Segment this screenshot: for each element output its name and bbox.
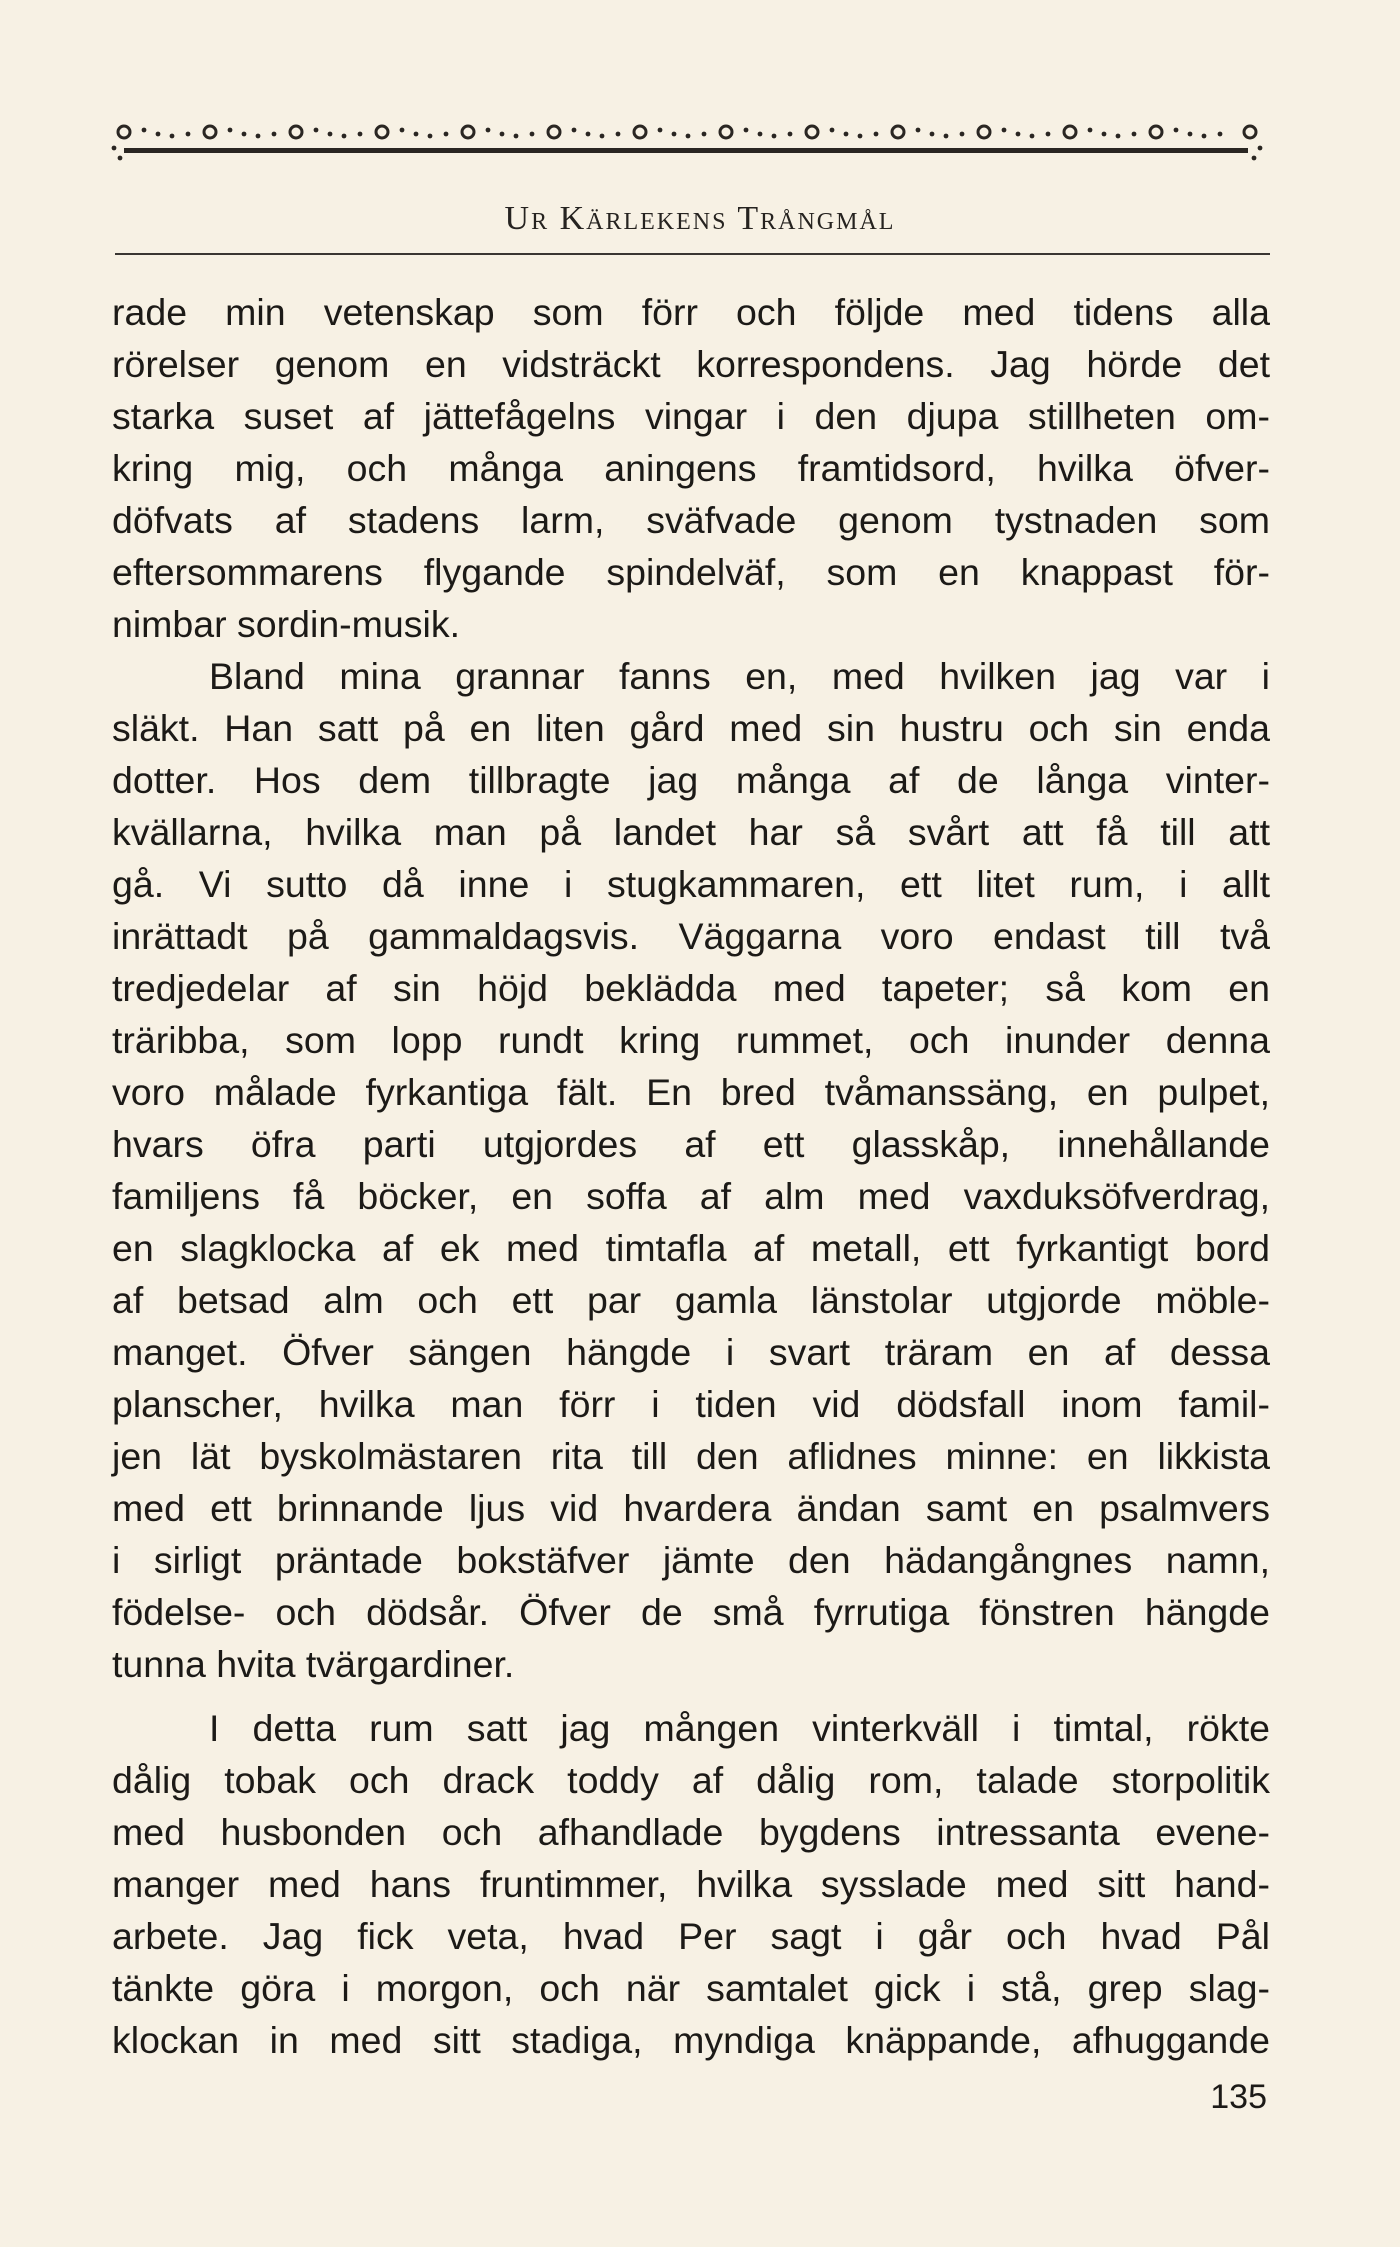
text-line: födelse- och dödsår. Öfver de små fyrrutiga fönstren hängde [112,1591,1270,1633]
text-line: gå. Vi sutto då inne i stugkammaren, ett litet rum, i allt [112,863,1270,905]
header-rule [115,253,1270,255]
paragraph [112,286,1270,650]
text-line: i sirligt präntade bokstäfver jämte den hädangångnes namn, [112,1539,1270,1581]
paragraph-gap [112,1690,1270,1702]
text-line: manger med hans fruntimmer, hvilka sysslade med sitt hand- [112,1863,1270,1905]
paragraph [112,1702,1270,2066]
text-line: tänkte göra i morgon, och när samtalet gick i stå, grep slag- [112,1967,1270,2009]
text-line: en slagklocka af ek med timtafla af metall, ett fyrkantigt bord [112,1227,1270,1269]
text-line: arbete. Jag fick veta, hvad Per sagt i går och hvad Pål [112,1915,1270,1957]
text-line: kvällarna, hvilka man på landet har så svårt att få till att [112,811,1270,853]
text-line: eftersommarens flygande spindelväf, som en knappast för- [112,551,1270,593]
running-head: Ur Kärlekens Trångmål [504,200,896,237]
body-text [112,286,1270,2066]
dotted-chain-border-icon [110,118,1270,178]
text-line: tredjedelar af sin höjd beklädda med tapeter; så kom en [112,967,1270,1009]
text-line: manget. Öfver sängen hängde i svart träram en af dessa [112,1331,1270,1373]
paragraph [112,650,1270,1690]
page-number: 135 [1210,2078,1267,2116]
text-line: hvars öfra parti utgjordes af ett glasskåp, innehållande [112,1123,1270,1165]
text-line: kring mig, och många aningens framtidsord, hvilka öfver- [112,447,1270,489]
text-line: planscher, hvilka man förr i tiden vid dödsfall inom famil- [112,1383,1270,1425]
text-line: rade min vetenskap som förr och följde med tidens alla [112,291,1270,333]
text-line: klockan in med sitt stadiga, myndiga knäppande, afhuggande [112,2019,1270,2061]
text-line: med husbonden och afhandlade bygdens intressanta evene- [112,1811,1270,1853]
text-line: dålig tobak och drack toddy af dålig rom, talade storpolitik [112,1759,1270,1801]
text-line: Bland mina grannar fanns en, med hvilken jag var i [209,655,1270,697]
text-line: af betsad alm och ett par gamla länstolar utgjorde möble- [112,1279,1270,1321]
text-line: med ett brinnande ljus vid hvardera ändan samt en psalmvers [112,1487,1270,1529]
text-line: döfvats af stadens larm, sväfvade genom tystnaden som [112,499,1270,541]
text-line: dotter. Hos dem tillbragte jag många af de långa vinter- [112,759,1270,801]
text-line: nimbar sordin-musik. [112,603,461,645]
text-line: voro målade fyrkantiga fält. En bred tvåmanssäng, en pulpet, [112,1071,1270,1113]
text-line: tunna hvita tvärgardiner. [112,1643,515,1685]
text-line: inrättadt på gammaldagsvis. Väggarna voro endast till två [112,915,1270,957]
text-line: rörelser genom en vidsträckt korrespondens. Jag hörde det [112,343,1270,385]
text-line: släkt. Han satt på en liten gård med sin hustru och sin enda [112,707,1270,749]
text-line: I detta rum satt jag mången vinterkväll i timtal, rökte [209,1707,1270,1749]
text-line: jen lät byskolmästaren rita till den aflidnes minne: en likkista [112,1435,1270,1477]
text-line: träribba, som lopp rundt kring rummet, och inunder denna [112,1019,1270,1061]
text-line: starka suset af jättefågelns vingar i den djupa stillheten om- [112,395,1270,437]
text-line: familjens få böcker, en soffa af alm med vaxduksöfverdrag, [112,1175,1270,1217]
